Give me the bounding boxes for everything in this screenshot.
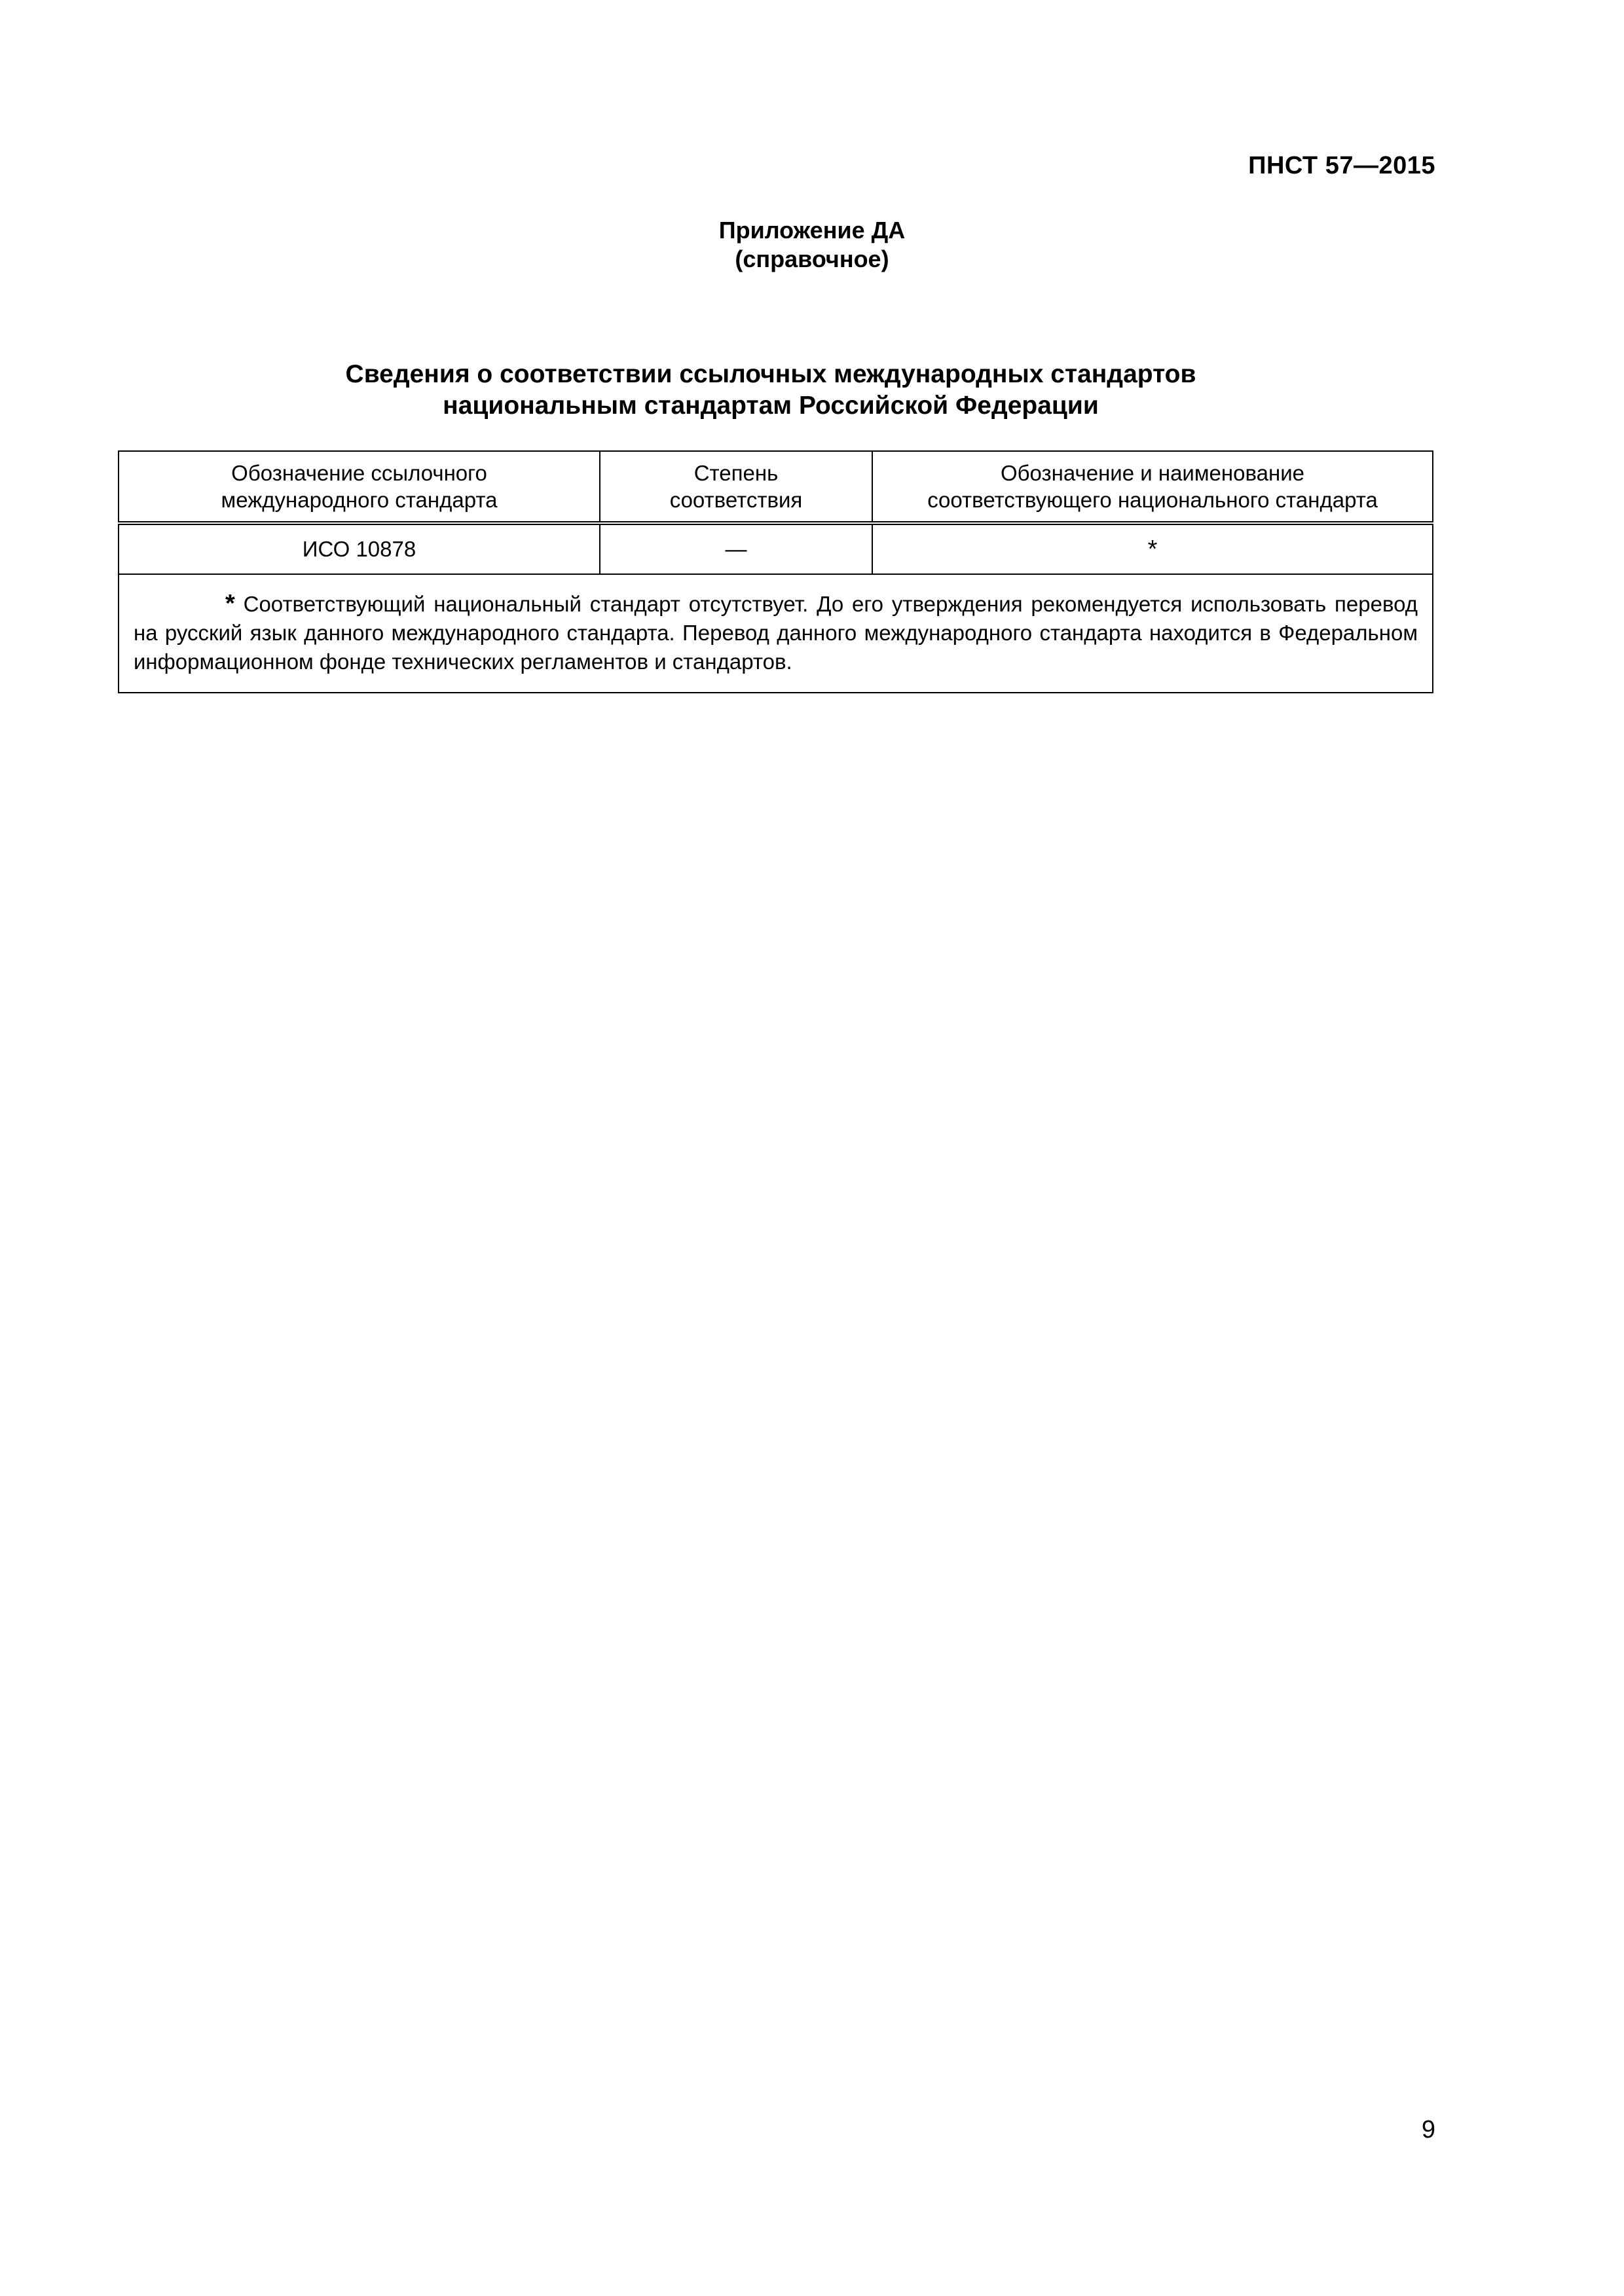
column-header-reference-standard: Обозначение ссылочного международного стандарта: [119, 451, 600, 523]
cell-degree: —: [600, 523, 872, 574]
table-header-row: [119, 451, 1433, 523]
column-header-degree: Степень соответствия: [600, 451, 872, 523]
section-title-line-1: Сведения о соответствии ссылочных международных стандартов: [345, 360, 1196, 388]
section-title-line-2: национальным стандартам Российской Федерации: [443, 392, 1099, 420]
column-header-national-standard: Обозначение и наименование соответствующего национального стандарта: [872, 451, 1433, 523]
correspondence-table: [118, 450, 1433, 693]
table-footnote: [119, 574, 1433, 693]
cell-reference-standard: ИСО 10878: [119, 523, 600, 574]
cell-national-standard: *: [872, 523, 1433, 574]
footnote-text: Соответствующий национальный стандарт отсутствует. До его утверждения рекомендуется использовать перевод на русский язык данного международного стандарта. Перевод данного международного стандарта находится в Федеральном информационном фонде технических регламентов и стандартов.: [134, 592, 1418, 674]
table-footnote-row: [119, 574, 1433, 693]
appendix-kind: (справочное): [735, 246, 889, 272]
footnote-marker: *: [225, 590, 235, 617]
footnote-text-block: [134, 589, 1418, 676]
document-code: ПНСТ 57—2015: [1248, 152, 1435, 179]
appendix-name: Приложение ДА: [718, 217, 906, 244]
section-title: [0, 359, 1541, 422]
table-row: [119, 523, 1433, 574]
appendix-heading: [0, 216, 1624, 274]
page-number: 9: [1421, 2116, 1435, 2143]
